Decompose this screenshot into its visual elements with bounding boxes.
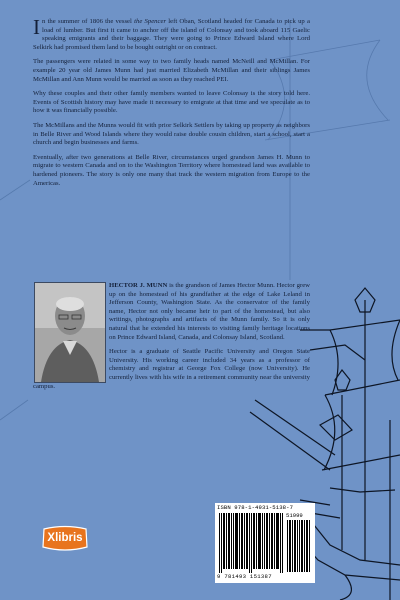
drop-cap: I <box>33 15 40 39</box>
price-code: 51999 <box>286 512 303 519</box>
price-barcode-bars <box>287 520 312 572</box>
ean-number: 9 781493 151387 <box>217 573 272 580</box>
photo-spacer <box>33 282 109 382</box>
barcode-bars <box>218 513 284 573</box>
bio-paragraph-1: HECTOR J. MUNN is the grandson of James Hector Munn. Hector grew up on the homestead of his grandfather at the edge of Lake Leland in Jefferson County, Washington State. As the conservator of the family name, Hector not only became heir to part of the homestead, but also writings, photographs and artifacts of the Munn family. So it is only natural that he extended his interests to visiting family heritage locations on Prince Edward Island, Canada, and Colonsay Island, Scotland. <box>109 282 311 341</box>
synopsis <box>33 15 310 194</box>
synopsis-paragraph-2: The passengers were related in some way to two family heads named McNeill and McMillan. For example 20 year old James Munn had just married Elizabeth McMillan and their siblings James McMillan and Ann Munn would be married as soon as they reached PEI. <box>33 58 310 83</box>
publisher-logo-text: Xlibris <box>47 532 83 544</box>
synopsis-paragraph-4: The McMillans and the Munns would fit with prior Selkirk Settlers by taking up property as neighbors in Belle River and Wood Islands where they would raise double cousin children, start a school, start a church and begin businesses and farms. <box>33 121 310 147</box>
barcode-panel <box>215 503 315 583</box>
author-bio <box>33 282 310 397</box>
synopsis-paragraph-3: Why these couples and their other family members wanted to leave Colonsay is the story told here. Events of Scottish history may have made it necessary to emigrate at that time and we speculate as to how it was financially possible. <box>33 90 310 115</box>
bio-paragraph-2: Hector is a graduate of Seattle Pacific University and Oregon State University. His working career included 34 years as a professor of chemistry and registrar at George Fox College (now University). He currently lives with his wife in a retirement community near the university campus. <box>33 348 310 390</box>
synopsis-paragraph-5: Eventually, after two generations at Belle River, circumstances urged grandson James H. Munn to migrate to western Canada and on to the Washington Territory where homestead land was available to hardened pioneers. The story is only one many that track the western migration from Europe to the Americas. <box>33 153 310 187</box>
author-name: HECTOR J. MUNN <box>109 282 168 289</box>
synopsis-paragraph-1: In the summer of 1806 the vessel the Spencer left Oban, Scotland headed for Canada to pick up a load of lumber. But first it came to anchor off the island of Colonsay and took aboard 115 Gaelic speaking emigrants and their baggage. They were going to Prince Edward Island where Lord Selkirk had promised them land to be bought outright or on contract. <box>33 15 310 51</box>
isbn-text: ISBN 978-1-4931-5138-7 <box>217 504 294 511</box>
